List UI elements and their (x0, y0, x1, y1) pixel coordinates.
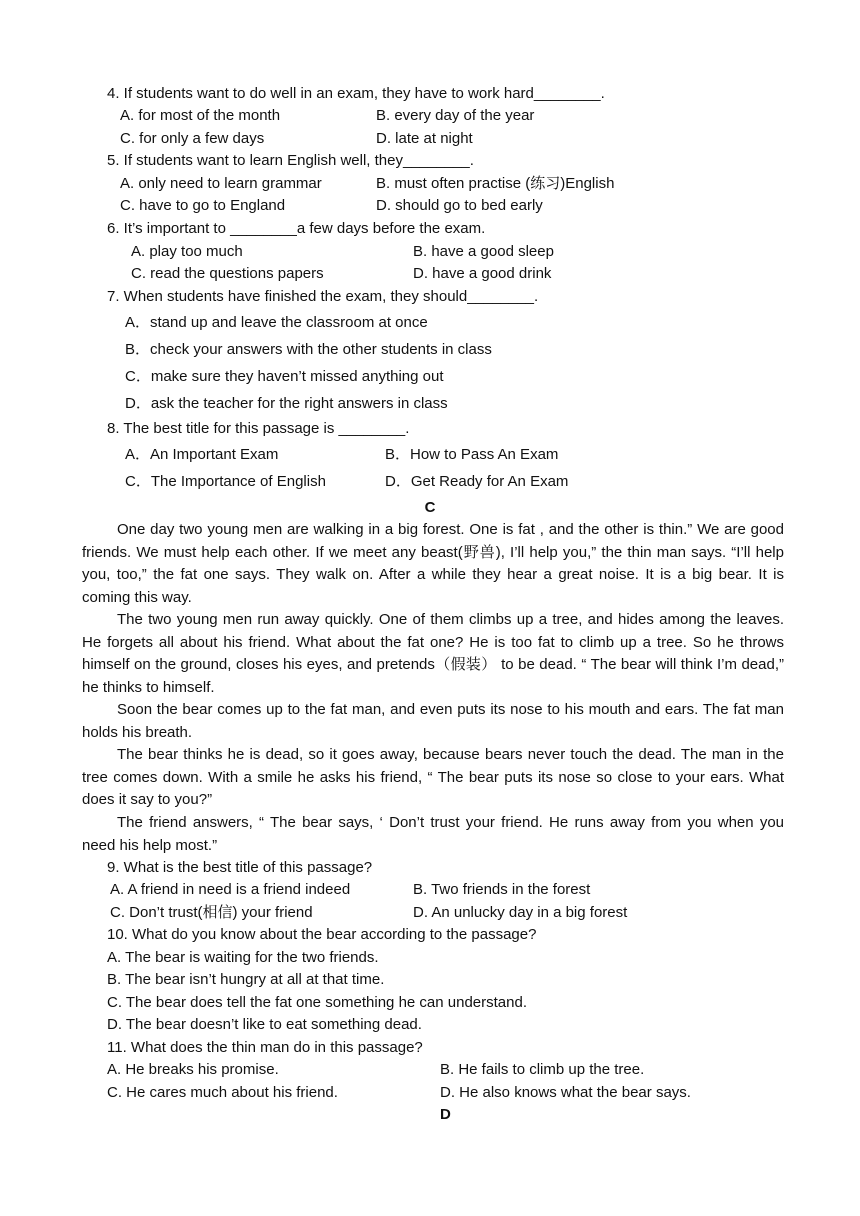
question-11-option-d: D. He also knows what the bear says. (440, 1084, 691, 1101)
question-7-option-a: A．stand up and leave the classroom at once (125, 314, 428, 331)
question-11-stem: 11. What does the thin man do in this passage? (107, 1039, 423, 1056)
question-9-option-d: D. An unlucky day in a big forest (413, 904, 628, 921)
passage-paragraph-2: The two young men run away quickly. One of them climbs up a tree, and hides among the leaves. He forgets all about his friend. What about the fat one? He is too fat to climb up a tree. So he throws himself on the ground, closes his eyes, and pretends（假装） to be dead. “ The bear will think I’m dead,” he thinks to himself. (82, 611, 784, 696)
question-8-option-b: B．How to Pass An Exam (385, 446, 559, 463)
question-6-stem: 6. It’s important to ________a few days before the exam. (107, 220, 486, 237)
question-11-option-b: B. He fails to climb up the tree. (440, 1061, 645, 1078)
question-10-option-d: D. The bear doesn’t like to eat something dead. (107, 1016, 422, 1033)
question-6-option-d: D. have a good drink (413, 265, 552, 282)
question-7-option-c: C．make sure they haven’t missed anything out (125, 368, 444, 385)
question-10-stem: 10. What do you know about the bear according to the passage? (107, 926, 537, 943)
question-8-stem: 8. The best title for this passage is ________. (107, 420, 410, 437)
question-4-stem: 4. If students want to do well in an exam, they have to work hard________. (107, 85, 605, 102)
passage-paragraph-3: Soon the bear comes up to the fat man, and even puts its nose to his mouth and ears. The fat man holds his breath. (82, 701, 784, 741)
question-5-option-a: A. only need to learn grammar (120, 175, 322, 192)
question-5-stem: 5. If students want to learn English well, they________. (107, 152, 474, 169)
question-7-option-b: B．check your answers with the other students in class (125, 341, 492, 358)
question-6-option-c: C. read the questions papers (131, 265, 324, 282)
question-6-option-a: A. play too much (131, 243, 243, 260)
question-6-option-b: B. have a good sleep (413, 243, 554, 260)
question-9-stem: 9. What is the best title of this passage? (107, 859, 373, 876)
question-10-option-c: C. The bear does tell the fat one something he can understand. (107, 994, 527, 1011)
passage-paragraph-1: One day two young men are walking in a big forest. One is fat , and the other is thin.” We are good friends. We must help each other. If we meet any beast(野兽), I’ll help you,” the thin man says. “I’ll help you, too,” the fat one says. They walk on. After a while they hear a great noise. It is a big bear. It is coming this way. (82, 521, 784, 606)
question-7-stem: 7. When students have finished the exam, they should________. (107, 288, 539, 305)
question-9-option-a: A. A friend in need is a friend indeed (110, 881, 351, 898)
question-9-option-c: C. Don’t trust(相信) your friend (110, 904, 313, 921)
question-8-option-a: A．An Important Exam (125, 446, 279, 463)
question-5-option-c: C. have to go to England (120, 197, 286, 214)
question-11-option-c: C. He cares much about his friend. (107, 1084, 338, 1101)
question-5-option-d: D. should go to bed early (376, 197, 543, 214)
question-9-option-b: B. Two friends in the forest (413, 881, 591, 898)
question-8-option-c: C．The Importance of English (125, 473, 326, 490)
question-8-option-d: D．Get Ready for An Exam (385, 473, 569, 490)
question-5-option-b: B. must often practise (练习)English (376, 175, 615, 192)
question-4-option-d: D. late at night (376, 130, 473, 147)
section-c-heading: C (424, 499, 436, 516)
section-d-heading: D (440, 1106, 451, 1123)
question-4-option-a: A. for most of the month (120, 107, 281, 124)
question-10-option-a: A. The bear is waiting for the two friends. (107, 949, 379, 966)
question-10-option-b: B. The bear isn’t hungry at all at that time. (107, 971, 385, 988)
question-11-option-a: A. He breaks his promise. (107, 1061, 279, 1078)
passage-paragraph-5: The friend answers, “ The bear says, ‘ Don’t trust your friend. He runs away from you when you need his help most.” (82, 814, 784, 854)
question-4-option-b: B. every day of the year (376, 107, 535, 124)
question-7-option-d: D．ask the teacher for the right answers in class (125, 395, 448, 412)
question-4-option-c: C. for only a few days (120, 130, 265, 147)
passage-paragraph-4: The bear thinks he is dead, so it goes away, because bears never touch the dead. The man in the tree comes down. With a smile he asks his friend, “ The bear puts its nose so close to your ears. What does it say to you?” (82, 746, 784, 809)
